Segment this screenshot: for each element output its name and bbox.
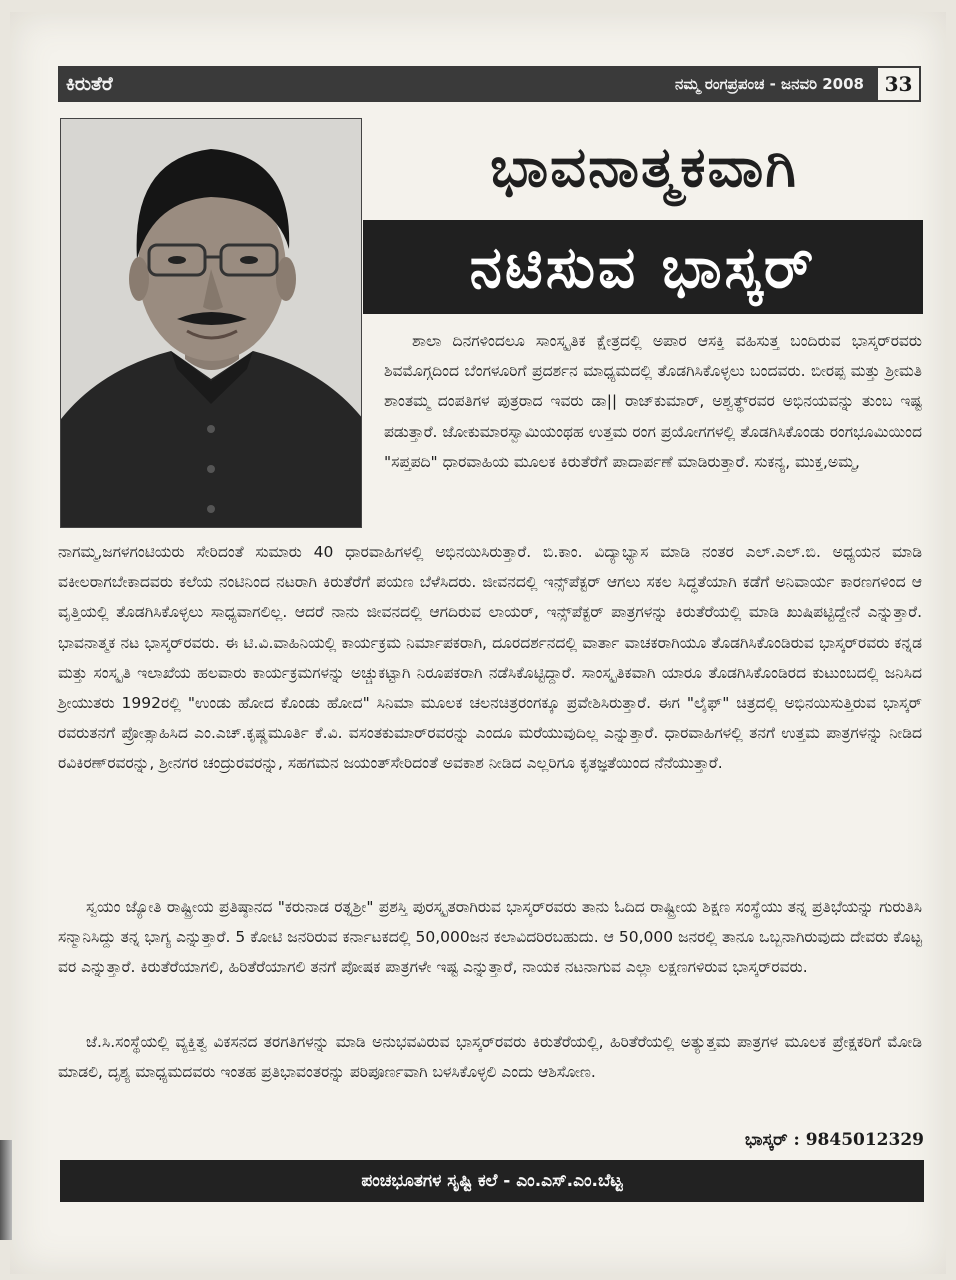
footer-caption: ಪಂಚಭೂತಗಳ ಸೃಷ್ಟಿ ಕಲೆ - ಎಂ.ಎಸ್.ಎಂ.ಬೆಟ್ಟ [60,1160,924,1202]
article-paragraph-1-top [384,326,922,477]
paragraph-1-top-text: ಶಾಲಾ ದಿನಗಳಿಂದಲೂ ಸಾಂಸ್ಕೃತಿಕ ಕ್ಷೇತ್ರದಲ್ಲಿ ಅಪಾರ ಆಸಕ್ತಿ ವಹಿಸುತ್ತ ಬಂದಿರುವ ಭಾಸ್ಕರ್‌ರವರು ಶಿವಮೊಗ್ಗದಿಂದ ಬೆಂಗಳೂರಿಗೆ ಪ್ರದರ್ಶನ ಮಾಧ್ಯಮದಲ್ಲಿ ತೊಡಗಿಸಿಕೊಳ್ಳಲು ಬಂದವರು. ಬೀರಪ್ಪ ಮತ್ತು ಶ್ರೀಮತಿ ಶಾಂತಮ್ಮ ದಂಪತಿಗಳ ಪುತ್ರರಾದ ಇವರು ಡಾ|| ರಾಜ್‌ಕುಮಾರ್, ಅಶ್ವತ್ಥ್‌ರವರ ಅಭಿನಯವನ್ನು ತುಂಬ ಇಷ್ಟ ಪಡುತ್ತಾರೆ. ಜೋಕುಮಾರಸ್ವಾಮಿಯಂಥ‌ಹ ಉತ್ತಮ ರಂಗ ಪ್ರಯೋಗಗಳಲ್ಲಿ ತೊಡಗಿಸಿಕೊಂಡು ರಂಗಭೂಮಿಯಿಂದ "ಸಪ್ತಪದಿ" ಧಾರವಾಹಿಯ ಮೂಲಕ ಕಿರುತೆರೆಗೆ ಪಾದಾರ್ಪಣೆ ಮಾಡಿರುತ್ತಾರೆ. ಸುಕನ್ಯ, ಮುಕ್ತ,ಅಮ್ಮ, [384,332,922,471]
page-header [58,66,876,102]
paragraph-3-text: ಜೆ.ಸಿ.ಸಂಸ್ಥೆಯಲ್ಲಿ ವ್ಯಕ್ತಿತ್ವ ವಿಕಸನದ ತರಗತಿಗಳನ್ನು ಮಾಡಿ ಅನುಭವವಿರುವ ಭಾಸ್ಕರ್‌ರವರು ಕಿರುತೆರೆಯಲ್ಲಿ, ಹಿರಿತೆರೆಯಲ್ಲಿ ಅತ್ಯುತ್ತಮ ಪಾತ್ರಗಳ ಮೂಲಕ ಪ್ರೇಕ್ಷಕರಿಗೆ ಮೋಡಿ ಮಾಡಲಿ, ದೃಶ್ಯ ಮಾಧ್ಯಮದವರು ಇಂತಹ ಪ್ರತಿಭಾವಂತರನ್ನು ಪರಿಪೂರ್ಣವಾಗಿ ಬಳಸಿಕೊಳ್ಳಲಿ ಎಂದು ಆಶಿಸೋಣ. [58,1033,922,1082]
article-paragraph-2 [58,892,922,983]
page-number: 33 [876,66,921,102]
article-title-line1: ಭಾವನಾತ್ಮಕವಾಗಿ [490,135,798,200]
publication-info: ನಮ್ಮ ರಂಗಪ್ರಪಂಚ - ಜನವರಿ 2008 [675,75,864,93]
contact-info: ಭಾಸ್ಕರ್ : 9845012329 [744,1130,924,1150]
article-title-line2: ನಟಿಸುವ ಭಾಸ್ಕರ್ [363,220,923,314]
portrait-photo [60,118,362,528]
article-paragraph-3 [58,1027,922,1087]
section-label: ಕಿರುತೆರೆ [66,73,113,95]
portrait-illustration [61,119,362,528]
article-paragraph-1-rest: ನಾಗಮ್ಮ,ಜಗಳಗಂಟಿಯರು ಸೇರಿದಂತೆ ಸುಮಾರು 40 ಧಾರವಾಹಿಗಳಲ್ಲಿ ಅಭಿನಯಿಸಿರುತ್ತಾರೆ. ಬಿ.ಕಾಂ. ವಿದ್ಯಾಭ್ಯಾಸ ಮಾಡಿ ನಂತರ ಎಲ್.ಎಲ್.ಬಿ. ಅಧ್ಯಯನ ಮಾಡಿ ವಕೀಲರಾಗಬೇಕಾದವರು ಕಲೆಯ ನಂಟಿನಿಂದ ನಟರಾಗಿ ಕಿರುತೆರೆಗೆ ಪಯಣ ಬೆಳೆಸಿದರು. ಜೀವನದಲ್ಲಿ ಇನ್ಸ್‌ಪೆಕ್ಟರ್ ಆಗಲು ಸಕಲ ಸಿದ್ಧತೆಯಾಗಿ ಕಡೆಗೆ ಅನಿವಾರ್ಯ ಕಾರಣಗಳಿಂದ ಆ ವೃತ್ತಿಯಲ್ಲಿ ತೊಡಗಿಸಿಕೊಳ್ಳಲು ಸಾಧ್ಯವಾಗಲಿಲ್ಲ. ಆದರೆ ನಾನು ಜೀವನದಲ್ಲಿ ಆಗದಿರುವ ಲಾಯರ್, ಇನ್ಸ್‌ಪೆಕ್ಟರ್ ಪಾತ್ರಗಳನ್ನು ಕಿರುತೆರೆಯಲ್ಲಿ ಮಾಡಿ ಖುಷಿಪಟ್ಟಿದ್ದೇನೆ ಎನ್ನುತ್ತಾರೆ. ಭಾವನಾತ್ಮಕ ನಟ ಭಾಸ್ಕರ್‌ರವರು. ಈ ಟಿ.ವಿ.ವಾಹಿನಿಯಲ್ಲಿ ಕಾರ್ಯಕ್ರಮ ನಿರ್ಮಾಪಕರಾಗಿ, ದೂರದರ್ಶನದಲ್ಲಿ ವಾರ್ತಾ ವಾಚಕರಾಗಿಯೂ ತೊಡಗಿಸಿಕೊಂಡಿರುವ ಭಾಸ್ಕರ್‌ರವರು ಕನ್ನಡ ಮತ್ತು ಸಂಸ್ಕೃತಿ ಇಲಾಖೆಯ ಹಲವಾರು ಕಾರ್ಯಕ್ರಮಗಳನ್ನು ಅಚ್ಚುಕಟ್ಟಾಗಿ ನಿರೂಪಕರಾಗಿ ನಡೆಸಿಕೊಟ್ಟಿದ್ದಾರೆ. ಸಾಂಸ್ಕೃತಿಕವಾಗಿ ಯಾರೂ ತೊಡಗಿಸಿಕೊಂಡಿರದ ಕುಟುಂಬದಲ್ಲಿ ಜನಿಸಿದ ಶ್ರೀಯುತರು 1992ರಲ್ಲಿ "ಉಂಡು ಹೋದ ಕೊಂಡು ಹೋದ" ಸಿನಿಮಾ ಮೂಲಕ ಚಲನಚಿತ್ರರಂಗಕ್ಕೂ ಪ್ರವೇಶಿಸಿರುತ್ತಾರೆ. ಈಗ "ಲೈಫ್" ಚಿತ್ರದಲ್ಲಿ ಅಭಿನಯಿಸುತ್ತಿರುವ ಭಾಸ್ಕರ್ ರವರುತನಗೆ ಪ್ರೋತ್ಸಾಹಿಸಿದ ಎಂ.ಎಚ್.ಕೃಷ್ಣಮೂರ್ತಿ ಕೆ.ವಿ. ವಸಂತಕುಮಾರ್‌ರವರನ್ನು ಎಂದೂ ಮರೆಯುವುದಿಲ್ಲ ಎನ್ನುತ್ತಾರೆ. ಧಾರವಾಹಿಗಳಲ್ಲಿ ತನಗೆ ಉತ್ತಮ ಪಾತ್ರಗಳನ್ನು ನೀಡಿದ ರವಿಕಿರಣ್‌ರವರನ್ನು, ಶ್ರೀನಗರ ಚಂದ್ರುರವರನ್ನು, ಸಹಗಮನ ಜಯಂತ್‌ಸೇರಿದಂತೆ ಅವಕಾಶ ನೀಡಿದ ಎಲ್ಲರಿಗೂ ಕೃತಜ್ಞತೆಯಿಂದ ನೆನೆಯುತ್ತಾರೆ. [58,543,922,773]
page-edge [0,1140,12,1240]
paragraph-2-text: ಸ್ವಯಂ ಜ್ಯೋತಿ ರಾಷ್ಟ್ರೀಯ ಪ್ರತಿಷ್ಠಾನದ "ಕರುನಾಡ ರತ್ನಶ್ರೀ" ಪ್ರಶಸ್ತಿ ಪುರಸ್ಕೃತರಾಗಿರುವ ಭಾಸ್ಕರ್‌ರವರು ತಾನು ಓದಿದ ರಾಷ್ಟ್ರೀಯ ಶಿಕ್ಷಣ ಸಂಸ್ಥೆಯು ತನ್ನ ಪ್ರತಿಭೆಯನ್ನು ಗುರುತಿಸಿ ಸನ್ಮಾನಿಸಿದ್ದು ತನ್ನ ಭಾಗ್ಯ ಎನ್ನುತ್ತಾರೆ. 5 ಕೋಟಿ ಜನರಿರುವ ಕರ್ನಾಟಕದಲ್ಲಿ 50,000ಜನ ಕಲಾವಿದರಿರಬಹುದು. ಆ 50,000 ಜನರಲ್ಲಿ ತಾನೂ ಒಬ್ಬನಾಗಿರುವುದು ದೇವರು ಕೊಟ್ಟ ವರ ಎನ್ನುತ್ತಾರೆ. ಕಿರುತೆರೆಯಾಗಲಿ, ಹಿರಿತೆರೆಯಾಗಲಿ ತನಗೆ ಪೋಷಕ ಪಾತ್ರಗಳೇ ಇಷ್ಟ ಎನ್ನುತ್ತಾರೆ, ನಾಯಕ ನಟನಾಗುವ ಎಲ್ಲಾ ಲಕ್ಷಣಗಳಿರುವ ಭಾಸ್ಕರ್‌ರವರು. [58,898,922,977]
